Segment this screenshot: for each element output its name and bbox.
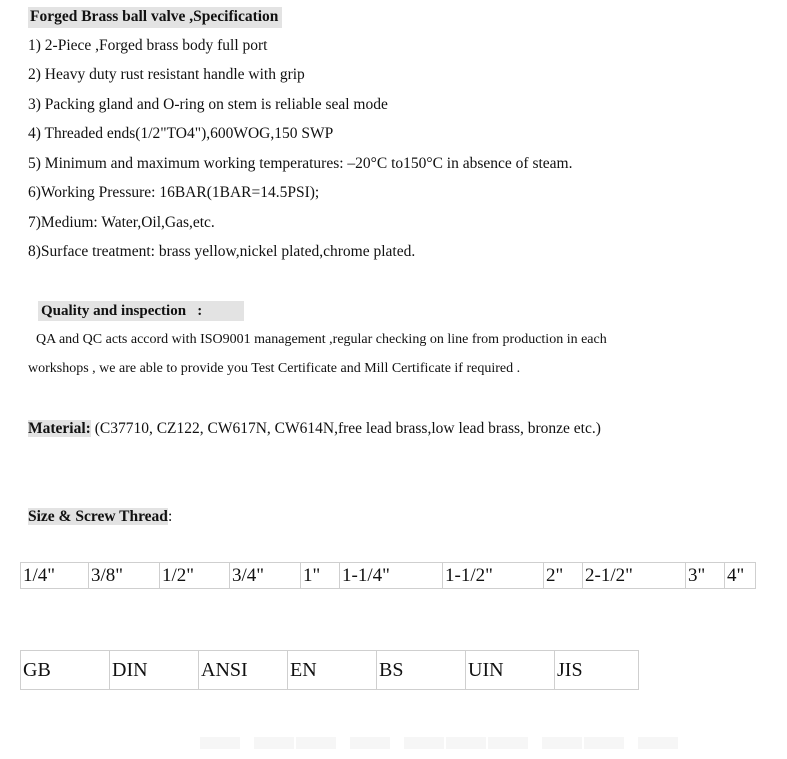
standards-table bbox=[20, 650, 639, 690]
table-row bbox=[21, 563, 756, 589]
standard-cell: JIS bbox=[555, 651, 639, 690]
material-line bbox=[28, 420, 601, 438]
spec-item-1: 1) 2-Piece ,Forged brass body full port bbox=[28, 37, 268, 54]
size-cell: 1/4" bbox=[21, 563, 89, 589]
spec-item-2: 2) Heavy duty rust resistant handle with grip bbox=[28, 66, 305, 83]
size-cell: 2-1/2" bbox=[583, 563, 686, 589]
size-cell: 1-1/2" bbox=[443, 563, 544, 589]
standard-cell: GB bbox=[21, 651, 110, 690]
standard-cell: UIN bbox=[466, 651, 555, 690]
faint-watermark: ▬ ▬▬ ▬ ▬▬▬ ▬▬ ▬ bbox=[200, 713, 680, 758]
size-cell: 3" bbox=[686, 563, 725, 589]
quality-title: Quality and inspection : bbox=[38, 301, 244, 321]
standard-cell: BS bbox=[377, 651, 466, 690]
standard-cell: DIN bbox=[110, 651, 199, 690]
spec-title: Forged Brass ball valve ,Specification bbox=[28, 7, 282, 28]
material-text: (C37710, CZ122, CW617N, CW614N,free lead brass,low lead brass, bronze etc.) bbox=[90, 420, 601, 437]
size-cell: 4" bbox=[725, 563, 756, 589]
quality-text-line-1: QA and QC acts accord with ISO9001 management ,regular checking on line from production in each bbox=[36, 332, 607, 347]
standard-cell: EN bbox=[288, 651, 377, 690]
size-cell: 3/8" bbox=[89, 563, 160, 589]
size-cell: 3/4" bbox=[230, 563, 301, 589]
table-row bbox=[21, 651, 639, 690]
spec-item-4: 4) Threaded ends(1/2"TO4"),600WOG,150 SWP bbox=[28, 125, 334, 142]
spec-item-7: 7)Medium: Water,Oil,Gas,etc. bbox=[28, 214, 215, 231]
quality-text-line-2: workshops , we are able to provide you Test Certificate and Mill Certificate if required . bbox=[28, 361, 521, 376]
size-cell: 1" bbox=[301, 563, 340, 589]
size-cell: 1-1/4" bbox=[340, 563, 443, 589]
spec-item-6: 6)Working Pressure: 16BAR(1BAR=14.5PSI); bbox=[28, 184, 320, 201]
spec-item-8: 8)Surface treatment: brass yellow,nickel plated,chrome plated. bbox=[28, 243, 416, 260]
spec-item-5: 5) Minimum and maximum working temperatures: –20°C to150°C in absence of steam. bbox=[28, 155, 573, 172]
size-cell: 1/2" bbox=[160, 563, 230, 589]
size-thread-heading bbox=[28, 508, 172, 526]
size-thread-colon: : bbox=[167, 508, 173, 525]
spec-item-3: 3) Packing gland and O-ring on stem is reliable seal mode bbox=[28, 96, 388, 113]
size-table bbox=[20, 562, 756, 589]
standard-cell: ANSI bbox=[199, 651, 288, 690]
size-cell: 2" bbox=[544, 563, 583, 589]
material-label: Material: bbox=[28, 420, 91, 437]
size-thread-title: Size & Screw Thread bbox=[28, 508, 168, 525]
